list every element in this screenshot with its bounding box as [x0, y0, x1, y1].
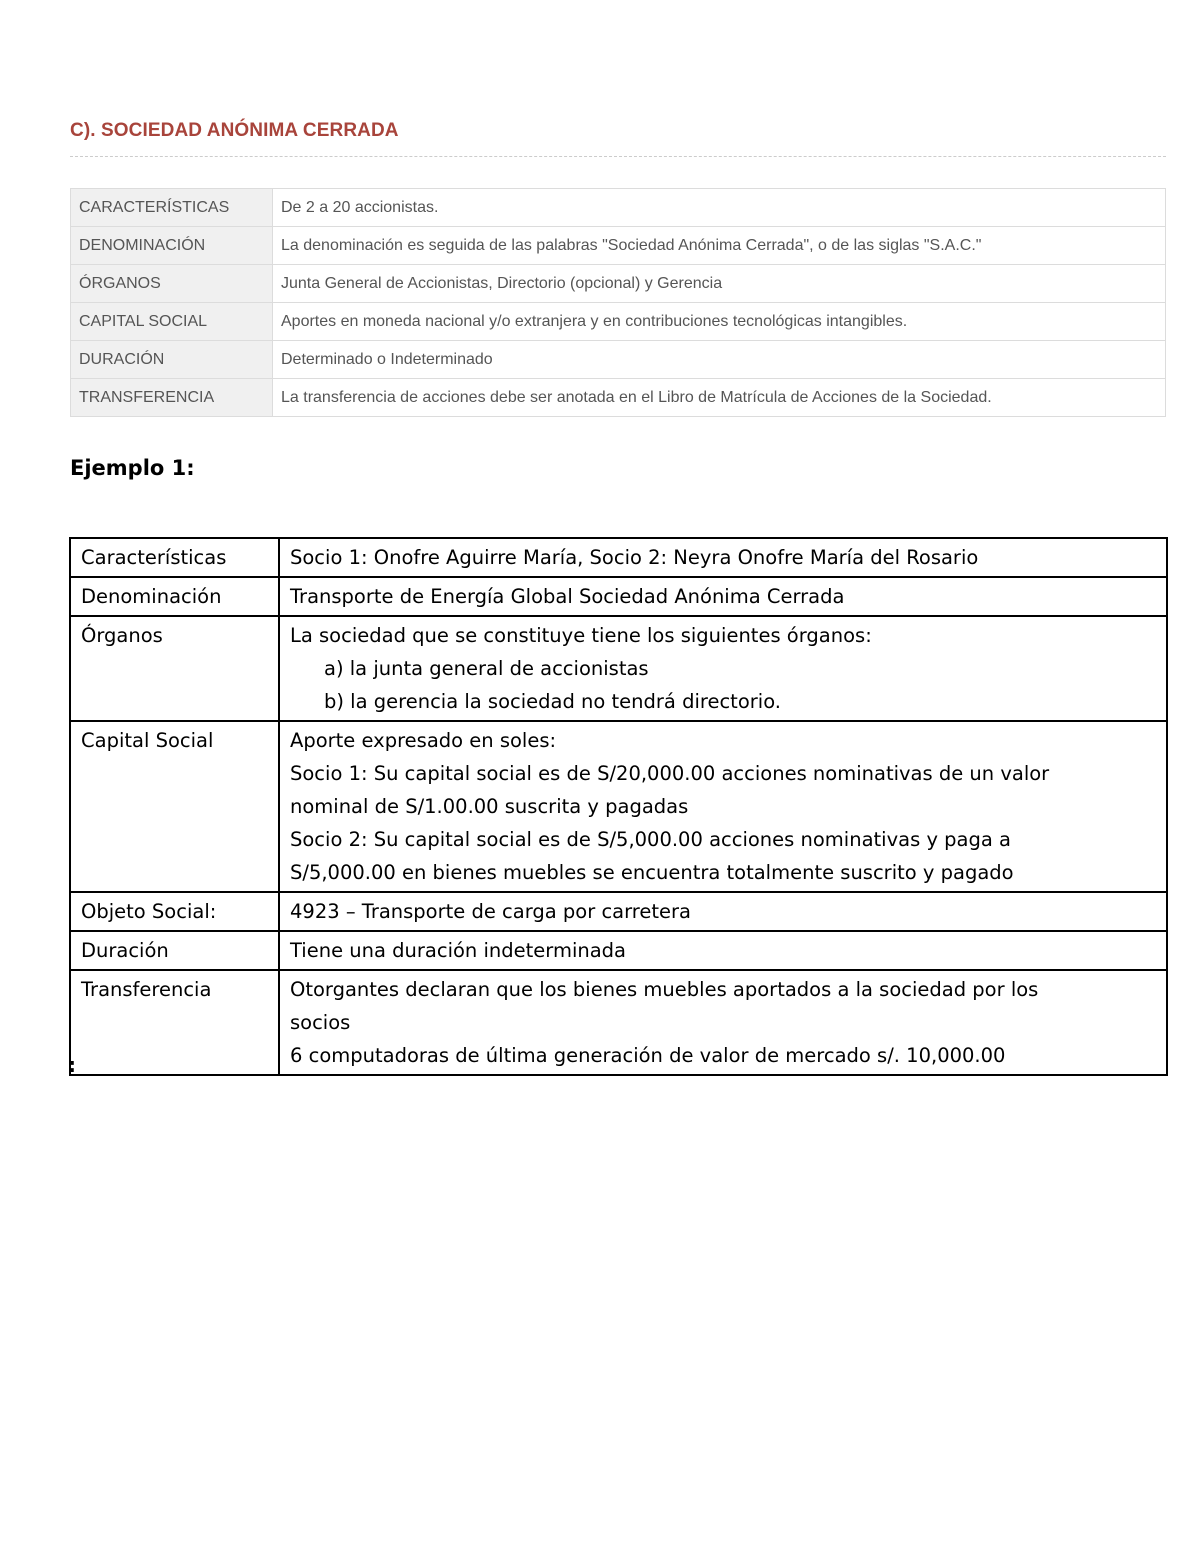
- example-line: Aporte expresado en soles:: [290, 729, 557, 752]
- example-row-organos: [70, 616, 1167, 721]
- info-value: La denominación es seguida de las palabras "Sociedad Anónima Cerrada", o de las siglas "S.A.C.": [273, 227, 1166, 265]
- example-heading: Ejemplo 1:: [70, 456, 195, 480]
- example-line: S/5,000.00 en bienes muebles se encuentra totalmente suscrito y pagado: [290, 861, 1014, 884]
- example-line: Transporte de Energía Global Sociedad Anónima Cerrada: [290, 585, 845, 608]
- example-line: 4923 – Transporte de carga por carretera: [290, 900, 691, 923]
- example-value: [279, 931, 1167, 970]
- example-row-capital-social: [70, 721, 1167, 892]
- example-label: Capital Social: [70, 721, 279, 892]
- info-label: DURACIÓN: [71, 341, 273, 379]
- example-line: nominal de S/1.00.00 suscrita y pagadas: [290, 795, 689, 818]
- info-table: [70, 188, 1166, 417]
- example-row-duracion: [70, 931, 1167, 970]
- info-row-transferencia: [71, 379, 1166, 417]
- example-value: [279, 970, 1167, 1075]
- title-divider: [70, 156, 1166, 157]
- trailing-colon: :: [68, 1053, 76, 1077]
- example-row-transferencia: [70, 970, 1167, 1075]
- example-row-objeto-social: [70, 892, 1167, 931]
- example-label: Denominación: [70, 577, 279, 616]
- example-label: Órganos: [70, 616, 279, 721]
- example-line: Otorgantes declaran que los bienes muebles aportados a la sociedad por los: [290, 978, 1039, 1001]
- example-line: 6 computadoras de última generación de valor de mercado s/. 10,000.00: [290, 1044, 1006, 1067]
- info-value: La transferencia de acciones debe ser anotada en el Libro de Matrícula de Acciones de la Sociedad.: [273, 379, 1166, 417]
- info-label: CARACTERÍSTICAS: [71, 189, 273, 227]
- example-row-denominacion: [70, 577, 1167, 616]
- info-value: Aportes en moneda nacional y/o extranjera y en contribuciones tecnológicas intangibles.: [273, 303, 1166, 341]
- info-value: Junta General de Accionistas, Directorio (opcional) y Gerencia: [273, 265, 1166, 303]
- example-label: Transferencia: [70, 970, 279, 1075]
- example-value: [279, 616, 1167, 721]
- info-label: TRANSFERENCIA: [71, 379, 273, 417]
- info-value: Determinado o Indeterminado: [273, 341, 1166, 379]
- example-label: Objeto Social:: [70, 892, 279, 931]
- example-row-caracteristicas: [70, 538, 1167, 577]
- info-label: ÓRGANOS: [71, 265, 273, 303]
- info-label: DENOMINACIÓN: [71, 227, 273, 265]
- example-line: socios: [290, 1011, 351, 1034]
- section-title: C). SOCIEDAD ANÓNIMA CERRADA: [70, 120, 399, 141]
- example-line: La sociedad que se constituye tiene los siguientes órganos:: [290, 624, 872, 647]
- example-value: [279, 538, 1167, 577]
- info-row-caracteristicas: [71, 189, 1166, 227]
- example-label: Duración: [70, 931, 279, 970]
- info-row-denominacion: [71, 227, 1166, 265]
- example-value: [279, 577, 1167, 616]
- example-table: [69, 537, 1168, 1076]
- example-line: Socio 1: Onofre Aguirre María, Socio 2: Neyra Onofre María del Rosario: [290, 546, 979, 569]
- info-value: De 2 a 20 accionistas.: [273, 189, 1166, 227]
- example-line: Socio 1: Su capital social es de S/20,000.00 acciones nominativas de un valor: [290, 762, 1050, 785]
- example-list-item: a) la junta general de accionistas: [324, 657, 649, 680]
- example-line: Socio 2: Su capital social es de S/5,000.00 acciones nominativas y paga a: [290, 828, 1011, 851]
- example-label: Características: [70, 538, 279, 577]
- example-value: [279, 721, 1167, 892]
- info-label: CAPITAL SOCIAL: [71, 303, 273, 341]
- info-row-duracion: [71, 341, 1166, 379]
- info-row-capital-social: [71, 303, 1166, 341]
- example-value: [279, 892, 1167, 931]
- example-line: Tiene una duración indeterminada: [290, 939, 626, 962]
- example-list-item: b) la gerencia la sociedad no tendrá directorio.: [324, 690, 781, 713]
- info-row-organos: [71, 265, 1166, 303]
